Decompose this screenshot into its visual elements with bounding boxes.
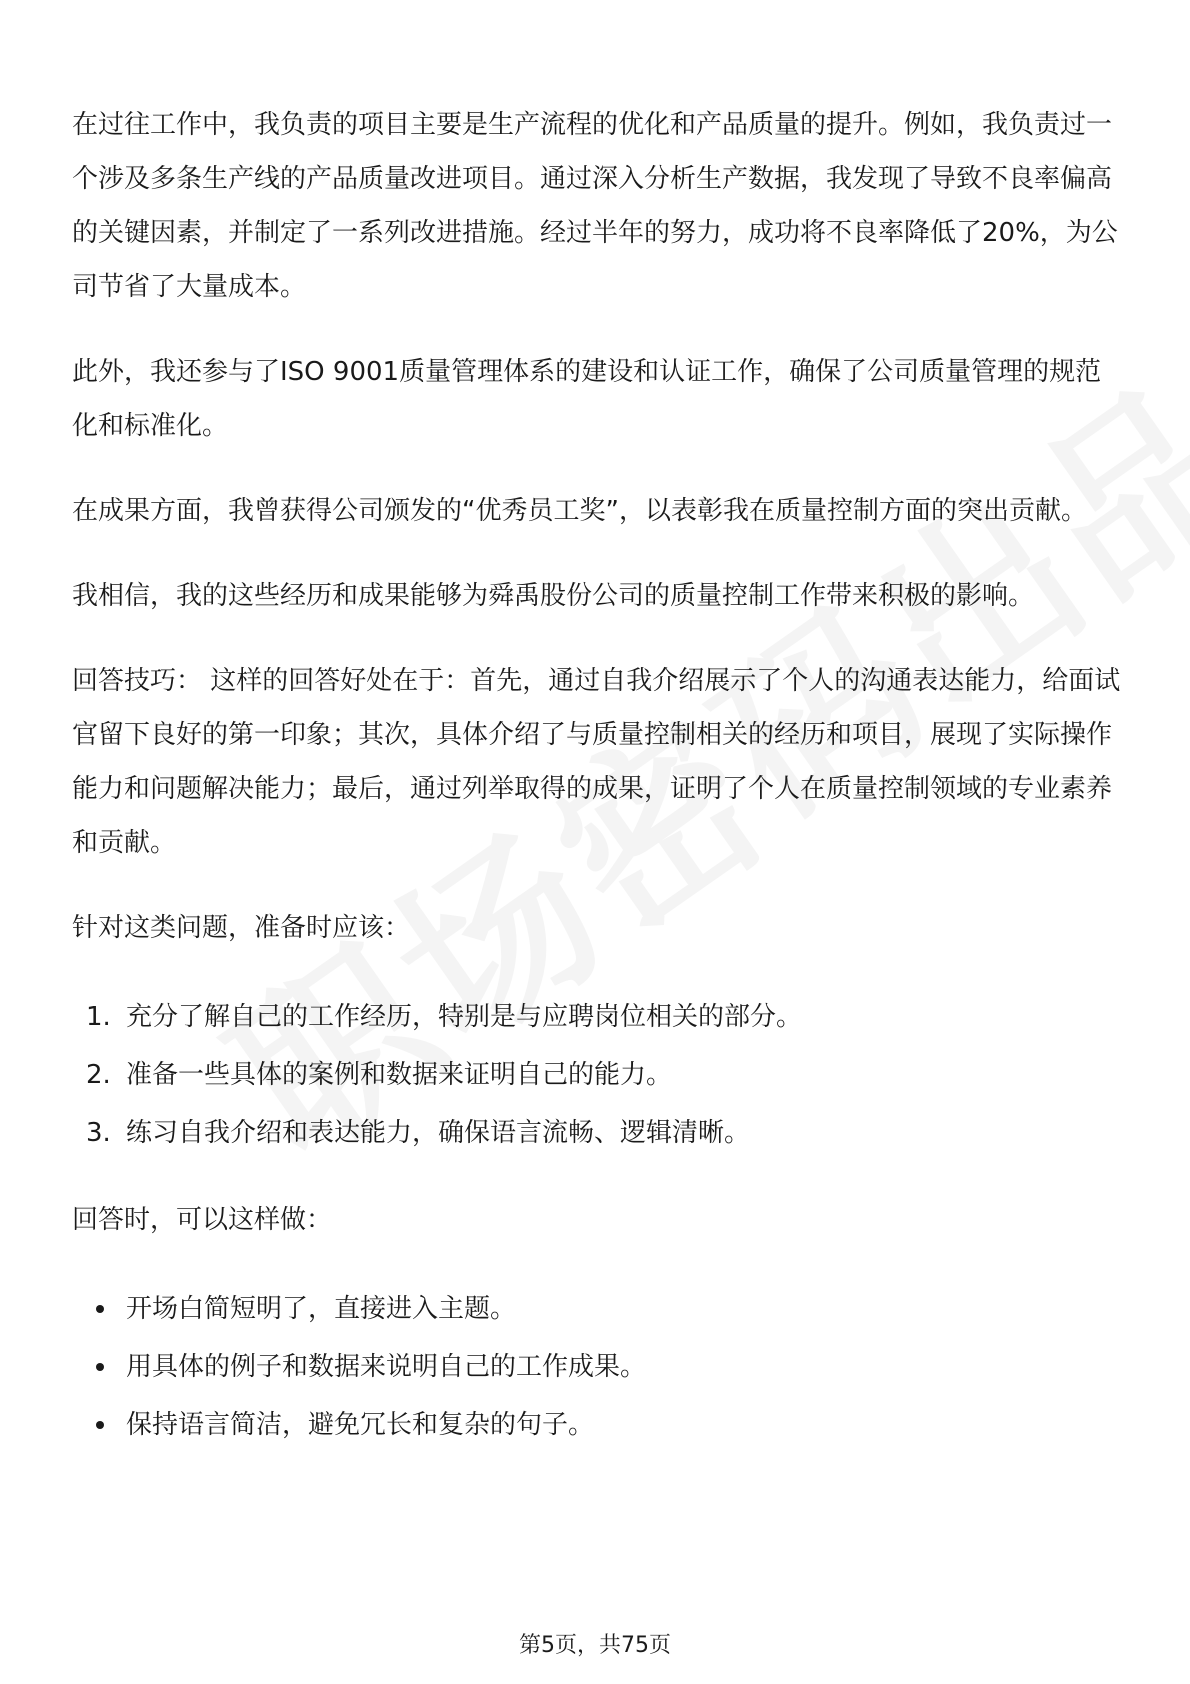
list-item: [72, 988, 1122, 1046]
list-item-text: 用具体的例子和数据来说明自己的工作成果。: [126, 1352, 647, 1382]
paragraph-answer-intro: 回答时，可以这样做：: [72, 1205, 333, 1235]
paragraph-iso-certification: 此外，我还参与了ISO 9001质量管理体系的建设和认证工作，确保了公司质量管理的规范化和标准化。: [72, 357, 1102, 441]
list-item-text: 练习自我介绍和表达能力，确保语言流畅、逻辑清晰。: [126, 1118, 751, 1148]
list-item: [72, 1104, 1122, 1162]
list-number: 1.: [86, 1002, 111, 1032]
prep-list: [72, 988, 1122, 1162]
paragraph-work-experience: 在过往工作中，我负责的项目主要是生产流程的优化和产品质量的提升。例如，我负责过一个涉及多条生产线的产品质量改进项目。通过深入分析生产数据，我发现了导致不良率偏高的关键因素，并制定了一系列改进措施。经过半年的努力，成功将不良率降低了20%，为公司节省了大量成本。: [72, 110, 1118, 302]
paragraph-prep-intro: 针对这类问题，准备时应该：: [72, 913, 411, 943]
list-item-text: 开场白简短明了，直接进入主题。: [126, 1294, 517, 1324]
list-item-text: 充分了解自己的工作经历，特别是与应聘岗位相关的部分。: [126, 1002, 803, 1032]
bullet-icon: [96, 1363, 104, 1371]
list-number: 2.: [86, 1060, 111, 1090]
list-item-text: 准备一些具体的案例和数据来证明自己的能力。: [126, 1060, 673, 1090]
paragraph-achievements: 在成果方面，我曾获得公司颁发的“优秀员工奖”，以表彰我在质量控制方面的突出贡献。: [72, 496, 1087, 526]
page-footer: 第5页，共75页: [519, 1633, 671, 1658]
list-item: [72, 1280, 1122, 1338]
list-item-text: 保持语言简洁，避免冗长和复杂的句子。: [126, 1410, 595, 1440]
bullet-icon: [96, 1421, 104, 1429]
list-item: [72, 1046, 1122, 1104]
list-item: [72, 1396, 1122, 1454]
page-content: [72, 98, 1122, 1485]
list-item: [72, 1338, 1122, 1396]
paragraph-answer-tips: 回答技巧： 这样的回答好处在于：首先，通过自我介绍展示了个人的沟通表达能力，给面试官留下良好的第一印象；其次，具体介绍了与质量控制相关的经历和项目，展现了实际操作能力和问题解决能力；最后，通过列举取得的成果，证明了个人在质量控制领域的专业素养和贡献。: [72, 666, 1121, 858]
answer-list: [72, 1280, 1122, 1454]
paragraph-belief: 我相信，我的这些经历和成果能够为舜禹股份公司的质量控制工作带来积极的影响。: [72, 581, 1035, 611]
list-number: 3.: [86, 1118, 111, 1148]
bullet-icon: [96, 1305, 104, 1313]
